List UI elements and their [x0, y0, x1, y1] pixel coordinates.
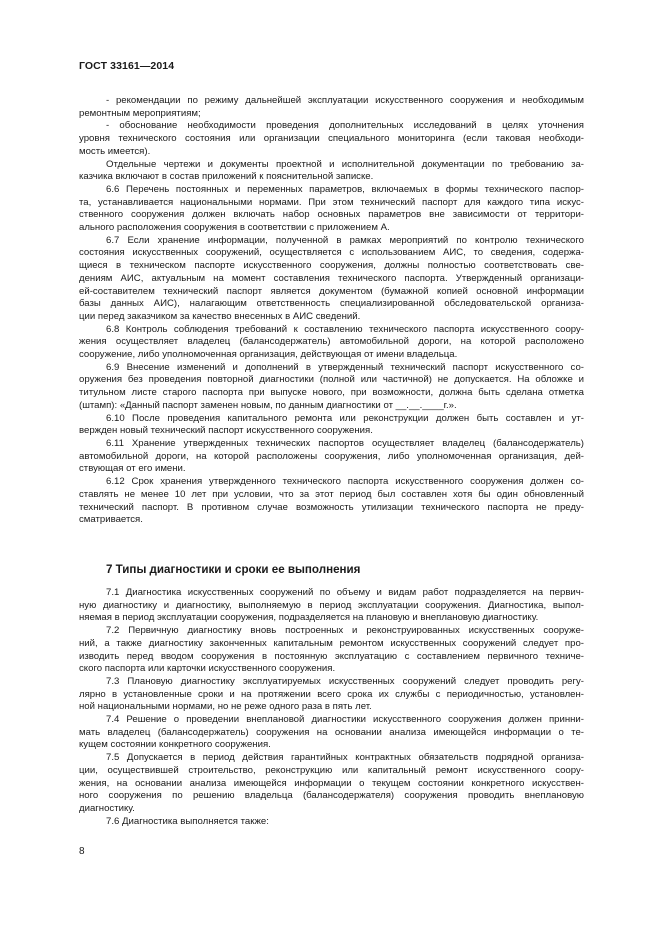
paragraph-line: ального расположения сооружения в соответствии с приложением А. [79, 222, 390, 234]
paragraph-line: (штамп): «Данный паспорт заменен новым, по данным диагностики от __.__.____г.». [79, 399, 457, 411]
paragraph [79, 476, 584, 527]
paragraph-line: 7.5 Допускается в период действия гарантийных контрактных обязательств подрядной организа- [106, 752, 584, 764]
paragraph [79, 235, 584, 324]
paragraph-line: состояния искусственных сооружений, осуществляется с использованием АИС, то сведения, содержа- [79, 247, 584, 259]
paragraph-line: титульном листе старого паспорта при выпуске нового, при возможности, должна быть сделана отметка [79, 387, 584, 399]
paragraph-line: сооружение, либо уполномоченная организация, действующая от имени владельца. [79, 349, 458, 361]
paragraph [79, 95, 584, 120]
paragraph-line: ставлять не менее 10 лет при условии, что за этот период был составлен хотя бы один обновленный [79, 488, 584, 500]
paragraph-line: ственного сооружения должен включать набор основных параметров вне зависимости от территори- [79, 209, 584, 221]
paragraph-line: Отдельные чертежи и документы проектной и исполнительной документации по требованию за- [106, 158, 584, 170]
paragraph-line: 7.1 Диагностика искусственных сооружений по объему и видам работ подразделяется на первич- [106, 587, 584, 598]
paragraph-line: автомобильной дороги, на которой расположены сооружения, либо уполномоченная организация, дей- [79, 450, 584, 462]
paragraph-line: 6.6 Перечень постоянных и переменных параметров, включаемых в формы технического паспор- [106, 183, 584, 195]
paragraph [79, 587, 584, 625]
section-7-text [79, 587, 584, 828]
paragraph-line: лярно в установленные сроки и на протяжении всего срока их службы с периодичностью, установлен- [79, 688, 584, 700]
paragraph-line: - рекомендации по режиму дальнейшей эксплуатации искусственного сооружения и необходимым [106, 95, 584, 106]
paragraph-line: ского паспорта или карточки искусственного сооружения. [79, 663, 336, 675]
paragraph-line: - обоснование необходимости проведения дополнительных исследований в целях уточнения [106, 120, 584, 132]
paragraph-line: казчика включают в состав приложений к пояснительной записке. [79, 171, 374, 183]
paragraph-line: жения осуществляет владелец (балансодержатель) автомобильной дороги, на которой расположено [79, 336, 584, 348]
paragraph-line: мость имеется). [79, 145, 151, 157]
paragraph-line: ции, осуществившей строительство, реконструкцию или капитальный ремонт искусственного соору- [79, 764, 584, 776]
paragraph-line: технический паспорт. В противном случае возможность утилизации технического паспорта не преду- [79, 501, 584, 513]
paragraph [79, 120, 584, 158]
paragraph-line: изводить перед вводом сооружения в постоянную эксплуатацию с составлением первичного техниче- [79, 650, 584, 662]
paragraph-line: ствующая от его имени. [79, 463, 186, 475]
paragraph-line: ей-составителем технический паспорт является документом (бумажной копией основной информации [79, 285, 584, 297]
paragraph-line: сматривается. [79, 514, 143, 526]
paragraph-line: базы данных АИС), налагающим ответственность специализированной обследовательской организа- [79, 298, 584, 310]
paragraph-line: щиеся в техническом паспорте искусственного сооружения, должны полностью соответствовать све- [79, 260, 584, 272]
paragraph-line: кущем состоянии конкретного сооружения. [79, 739, 271, 751]
standard-header: ГОСТ 33161—2014 [79, 60, 175, 72]
paragraph-line: вержден новый технический паспорт искусственного сооружения. [79, 425, 373, 437]
paragraph-line: жения, на основании анализа имеющейся информации о текущем состоянии конкретного искусствен- [79, 777, 584, 789]
paragraph-line: ную диагностику и диагностику, выполняемую в период эксплуатации сооружения. Диагностика, выпол- [79, 599, 584, 611]
paragraph-line: ной национальными нормами, но не реже одного раза в пять лет. [79, 701, 372, 713]
paragraph-line: уровня технического состояния или организации специального мониторинга (если таковая необходи- [79, 133, 584, 145]
paragraph [79, 159, 584, 184]
paragraph-line: диагностику. [79, 802, 135, 814]
paragraph-line: ремонтным мероприятиям; [79, 107, 201, 119]
paragraph-line: 7.3 Плановую диагностику эксплуатируемых искусственных сооружений следует проводить регу- [106, 675, 584, 687]
paragraph-line: 6.9 Внесение изменений и дополнений в утвержденный технический паспорт искусственного со- [106, 361, 584, 373]
paragraph [79, 625, 584, 676]
paragraph-line: 6.7 Если хранение информации, полученной в рамках мероприятий по контролю технического [106, 234, 584, 246]
paragraph-line: 7.6 Диагностика выполняется также: [106, 815, 269, 827]
intro-text [79, 95, 584, 527]
paragraph-line: дениям АИС, актуальным на момент составления технического паспорта. Утвержденный организаци- [79, 272, 584, 284]
paragraph-line: ний, а также диагностику законченных капитальным ремонтом искусственных сооружений следует про- [79, 637, 584, 649]
paragraph-line: 7.2 Первичную диагностику вновь построенных и реконструированных искусственных сооруже- [106, 625, 584, 637]
paragraph-line: 6.10 После проведения капитального ремонта или реконструкции должен быть составлен и ут- [106, 412, 584, 424]
paragraph-line: ного сооружения по решению владельца (балансодержателя) сооружения проводить внеплановую [79, 790, 584, 802]
paragraph [79, 184, 584, 235]
paragraph-line: ции перед заказчиком за качество внесенных в АИС сведений. [79, 310, 361, 322]
paragraph [79, 816, 584, 829]
paragraph-line: няемая в период эксплуатации сооружения, подразделяется на плановую и внеплановую диагностику. [79, 612, 539, 624]
paragraph-line: 6.11 Хранение утвержденных технических паспортов осуществляет владелец (балансодержатель) [106, 437, 584, 449]
paragraph [79, 752, 584, 816]
paragraph-line: 6.8 Контроль соблюдения требований к составлению технического паспорта искусственного соору- [106, 323, 584, 335]
paragraph [79, 714, 584, 752]
paragraph [79, 324, 584, 362]
paragraph-line: 7.4 Решение о проведении внеплановой диагностики искусственного сооружения должен принни- [106, 714, 584, 726]
paragraph [79, 362, 584, 413]
paragraph [79, 438, 584, 476]
paragraph [79, 413, 584, 438]
page-number: 8 [79, 846, 85, 857]
paragraph-line: 6.12 Срок хранения утвержденного технического паспорта искусственного сооружения должен со- [106, 476, 584, 488]
paragraph-line: оружения без проведения повторной диагностики (полной или частичной) не допускается. На обложке и [79, 374, 584, 386]
paragraph-line: мать владелец (балансодержатель) сооружения на основании анализа имеющейся информации о те- [79, 726, 584, 738]
paragraph-line: та, устанавливается национальными нормами. При этом технический паспорт для каждого типа искус- [79, 196, 584, 208]
paragraph [79, 676, 584, 714]
section-7-title: 7 Типы диагностики и сроки ее выполнения [106, 563, 361, 576]
